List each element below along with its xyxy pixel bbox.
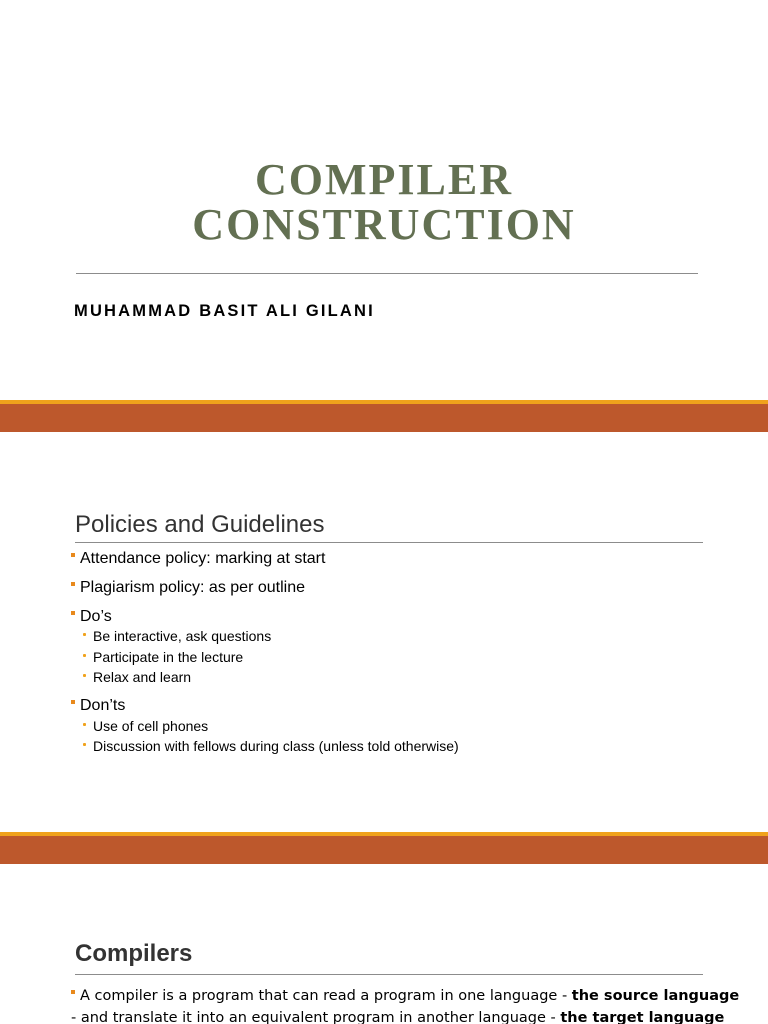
title-divider [76, 273, 698, 274]
bullet-item: Plagiarism policy: as per outline [71, 579, 305, 597]
sub-bullet-icon [83, 633, 86, 636]
author-name: MUHAMMAD BASIT ALI GILANI [74, 302, 375, 320]
sub-bullet-item: Be interactive, ask questions [83, 628, 271, 644]
title-line-2: CONSTRUCTION [192, 200, 576, 249]
slide-separator [0, 400, 768, 432]
sub-bullet-item: Participate in the lecture [83, 649, 243, 665]
sub-bullet-icon [83, 674, 86, 677]
bullet-item: Don’ts [71, 697, 125, 715]
slide-heading: Compilers [75, 940, 193, 967]
sub-bullet-icon [83, 723, 86, 726]
title-line-1: COMPILER [255, 155, 513, 204]
heading-divider [75, 974, 703, 975]
bullet-item: Do’s [71, 608, 112, 626]
paragraph-line-2: - and translate it into an equivalent program in another language - the target language [71, 1010, 725, 1024]
slide-policies [0, 432, 768, 832]
sub-bullet-item: Use of cell phones [83, 718, 208, 734]
heading-divider [75, 542, 703, 543]
square-bullet-icon [71, 611, 75, 615]
sub-bullet-icon [83, 743, 86, 746]
slide-separator [0, 832, 768, 864]
square-bullet-icon [71, 553, 75, 557]
square-bullet-icon [71, 700, 75, 704]
slide-compilers [0, 864, 768, 1024]
slide-title [0, 0, 768, 400]
paragraph-line-1: A compiler is a program that can read a program in one language - the source language [71, 988, 721, 1004]
square-bullet-icon [71, 990, 75, 994]
bullet-item: Attendance policy: marking at start [71, 550, 325, 568]
sub-bullet-icon [83, 654, 86, 657]
slide-heading: Policies and Guidelines [75, 511, 325, 538]
separator-band [0, 836, 768, 864]
sub-bullet-item: Relax and learn [83, 669, 191, 685]
separator-band [0, 404, 768, 432]
sub-bullet-item: Discussion with fellows during class (unless told otherwise) [83, 738, 459, 754]
square-bullet-icon [71, 582, 75, 586]
